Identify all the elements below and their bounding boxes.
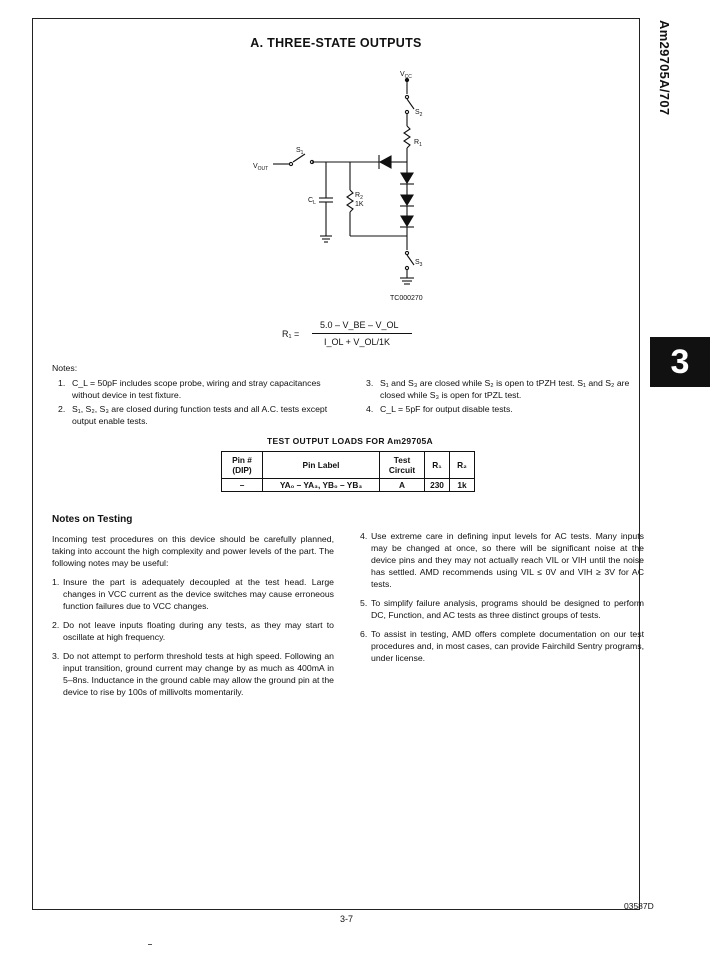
s2-contact (405, 95, 408, 98)
test-load-circuit (240, 60, 450, 310)
testing-item: 1. Insure the part is adequately decoupled at the test head. Large changes in VCC current as the device switches may cause erroneous function failures due to VCC changes. (52, 577, 334, 611)
notes-right-column (366, 377, 644, 417)
r1-label: $R_1$ (414, 139, 422, 148)
r1-formula (282, 317, 422, 353)
note-item: 3. S₁ and S₃ are closed while S₂ is open to tPZH test. S₁ and S₂ are closed while S₃ is open for tPZL test. (366, 378, 630, 400)
diode-1 (401, 173, 413, 183)
header-pin: Pin # (DIP) (222, 452, 263, 479)
note-item: 1. C_L = 50pF includes scope probe, wiring and stray capacitances without device in test fixture. (58, 378, 321, 400)
notes-label: Notes: (52, 363, 78, 373)
s3-label: $S_3$ (415, 259, 423, 268)
testing-left-column (52, 533, 334, 705)
stray-mark (148, 944, 152, 945)
testing-item: 3. Do not attempt to perform threshold tests at high speed. Following an input transition, ground current may change by as much as 400mA in 5–8ns. Inductance in the ground cable may allow the ground pin at the device to rise by 100s of millivolts momentarily. (52, 651, 334, 697)
section-title: A. THREE-STATE OUTPUTS (250, 36, 422, 50)
fraction-bar (312, 333, 412, 334)
vout-label: $V_{OUT}$ (253, 163, 269, 172)
cl-label: $C_L$ (308, 197, 316, 206)
diode-clamp (380, 156, 391, 168)
note-item: 2. S₁, S₂, S₃ are closed during function tests and all A.C. tests except output enable tests. (58, 404, 328, 426)
s2-blade (407, 99, 414, 109)
formula-numerator: 5.0 – V_BE – V_OL (320, 320, 399, 330)
side-label-text: Am29705A/707 (657, 20, 672, 116)
r2-value: 1K (355, 201, 364, 208)
table-row (222, 479, 475, 492)
diode-2 (401, 195, 413, 205)
diode-3 (401, 216, 413, 226)
header-pin-label: Pin Label (263, 452, 380, 479)
note-item: 4. C_L = 5pF for output disable tests. (366, 404, 513, 414)
formula-denominator: I_OL + V_OL/1K (324, 337, 390, 347)
testing-right-column (360, 530, 644, 671)
section-tab: 3 (650, 337, 710, 387)
testing-item: 2. Do not leave inputs floating during any tests, as they may start to oscillate at high frequency. (52, 620, 334, 642)
formula-lhs: R₁ = (282, 329, 300, 339)
cell-r2: 1k (450, 479, 475, 492)
header-r2: R₂ (450, 452, 475, 479)
table-caption: TEST OUTPUT LOADS FOR Am29705A (267, 436, 433, 446)
header-r1: R₁ (425, 452, 450, 479)
header-test-circuit: Test Circuit (380, 452, 425, 479)
testing-item: 4. Use extreme care in defining input levels for AC tests. Many inputs may be changed at once, so there will be significant noise at the device pins and they may not actually reach VIL or VIH until the noise has settled. AMD recommends using VIL ≤ 0V and VIH ≥ 3V for AC tests. (360, 531, 644, 589)
s2-label: $S_2$ (415, 109, 423, 118)
test-output-loads-table (221, 451, 475, 492)
testing-heading: Notes on Testing (52, 514, 133, 525)
testing-item: 5. To simplify failure analysis, programs should be designed to perform DC, Function, and AC tests as three distinct groups of tests. (360, 598, 644, 620)
notes-left-column (58, 377, 338, 429)
cell-test-circuit: A (380, 479, 425, 492)
document-code: 03587D (624, 901, 654, 911)
side-label (638, 20, 678, 150)
testing-intro: Incoming test procedures on this device should be carefully planned, taking into account the high complexity and power levels of the part. The following notes may be useful: (52, 534, 334, 568)
s3-blade (407, 255, 414, 265)
r2-label: $R_2$ (355, 192, 363, 201)
vcc-label: $V_{CC}$ (400, 71, 412, 80)
table-header-row (222, 452, 475, 479)
s1-label: $S_1$ (296, 147, 304, 156)
r1-resistor (404, 126, 410, 148)
cell-pin: – (222, 479, 263, 492)
cell-pin-label: YA₀ – YA₃, YB₀ – YB₃ (263, 479, 380, 492)
cell-r1: 230 (425, 479, 450, 492)
r2-resistor (347, 190, 353, 212)
testing-item: 6. To assist in testing, AMD offers complete documentation on our test procedures and, in most cases, can provide Fairchild Sentry programs, under license. (360, 629, 644, 663)
page-number: 3-7 (340, 914, 354, 924)
figure-reference: TC000270 (390, 295, 423, 302)
